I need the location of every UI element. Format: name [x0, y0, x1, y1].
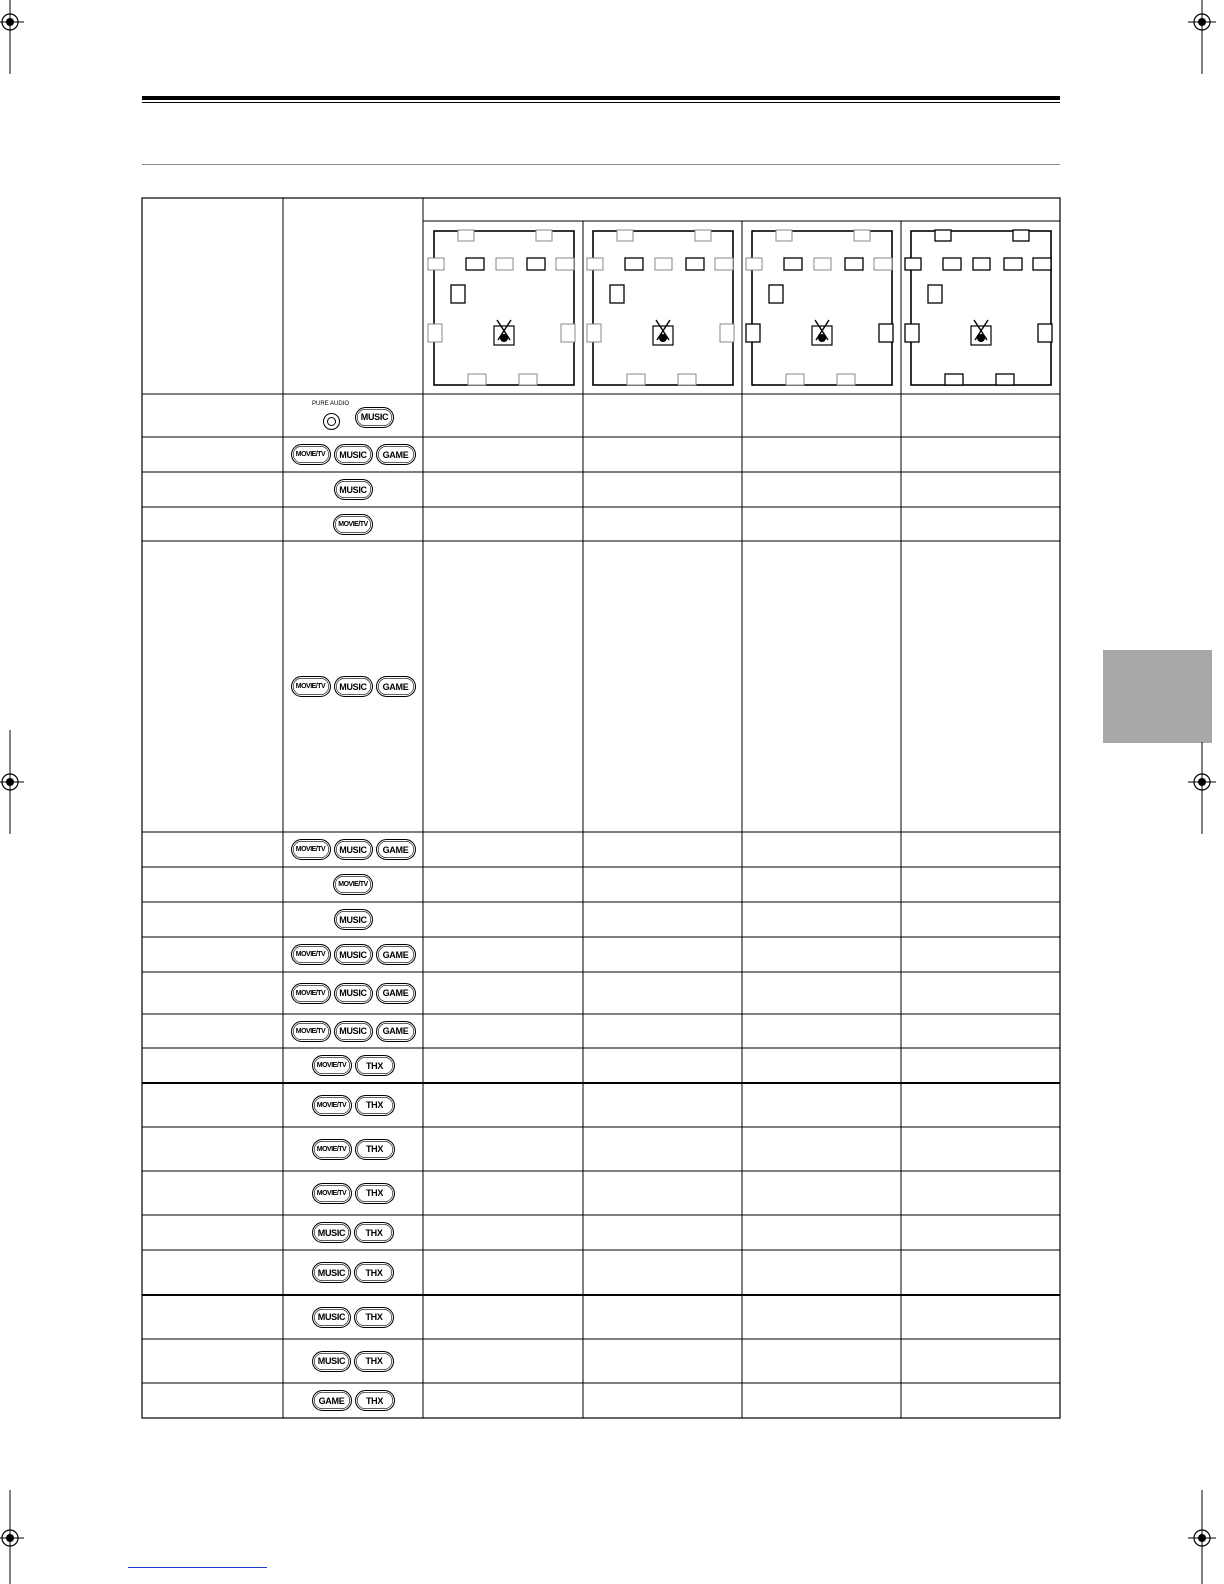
- speaker-icon: [610, 285, 624, 303]
- movie-tv-mode-button: MOVIE/TV: [333, 874, 373, 895]
- speaker-icon: [458, 230, 474, 241]
- speaker-icon: [655, 258, 672, 270]
- speaker-icon: [466, 258, 484, 270]
- game-mode-button: GAME: [376, 1021, 416, 1042]
- movie-tv-mode-button: MOVIE/TV: [312, 1095, 352, 1116]
- speaker-icon: [695, 230, 711, 241]
- game-mode-button: GAME: [376, 444, 416, 465]
- movie-tv-mode-button: MOVIE/TV: [291, 944, 331, 965]
- speaker-icon: [945, 374, 963, 385]
- music-mode-button: MUSIC: [334, 909, 373, 930]
- speaker-icon: [561, 324, 575, 342]
- speaker-icon: [973, 258, 990, 270]
- speaker-icon: [686, 258, 704, 270]
- pure-audio-label: PURE AUDIO: [312, 401, 350, 407]
- listener-icon: [653, 320, 673, 345]
- thx-mode-button: THX: [355, 1390, 395, 1411]
- music-mode-button: MUSIC: [334, 676, 373, 697]
- movie-tv-mode-button: MOVIE/TV: [312, 1139, 352, 1160]
- speaker-icon: [519, 374, 537, 385]
- speaker-icon: [1033, 258, 1051, 270]
- music-mode-button: MUSIC: [312, 1351, 351, 1372]
- speaker-icon: [625, 258, 643, 270]
- speaker-icon: [468, 374, 486, 385]
- movie-tv-mode-button: MOVIE/TV: [291, 1021, 331, 1042]
- speaker-icon: [617, 230, 633, 241]
- speaker-icon: [627, 374, 645, 385]
- movie-tv-mode-button: MOVIE/TV: [291, 839, 331, 860]
- speaker-icon: [769, 285, 783, 303]
- speaker-icon: [451, 285, 465, 303]
- speaker-icon: [996, 374, 1014, 385]
- speaker-icon: [837, 374, 855, 385]
- movie-tv-mode-button: MOVIE/TV: [291, 983, 331, 1004]
- speaker-icon: [814, 258, 831, 270]
- thx-mode-button: THX: [355, 1095, 395, 1116]
- music-mode-button: MUSIC: [312, 1307, 351, 1328]
- game-mode-button: GAME: [312, 1390, 352, 1411]
- registration-mark-icon: [1188, 1524, 1216, 1552]
- speaker-icon: [1004, 258, 1022, 270]
- header-rule-thick: [142, 96, 1060, 100]
- listener-icon: [494, 320, 514, 345]
- speaker-icon: [720, 324, 734, 342]
- speaker-icon: [905, 324, 919, 342]
- speaker-diagram: [752, 231, 892, 385]
- game-mode-button: GAME: [376, 839, 416, 860]
- movie-tv-mode-button: MOVIE/TV: [291, 444, 331, 465]
- chapter-tab: [1103, 650, 1212, 743]
- speaker-icon: [527, 258, 545, 270]
- speaker-icon: [874, 258, 892, 270]
- speaker-icon: [928, 285, 942, 303]
- movie-tv-mode-button: MOVIE/TV: [312, 1055, 352, 1076]
- speaker-icon: [496, 258, 513, 270]
- thx-mode-button: THX: [354, 1262, 394, 1283]
- speaker-icon: [715, 258, 733, 270]
- registration-mark-icon: [0, 1524, 24, 1552]
- listener-icon: [971, 320, 991, 345]
- table-border: [142, 198, 1060, 1418]
- music-mode-button: MUSIC: [334, 1021, 373, 1042]
- section-divider: [142, 164, 1060, 165]
- thx-mode-button: THX: [354, 1351, 394, 1372]
- header-rule-thin: [142, 102, 1060, 103]
- speaker-icon: [746, 258, 762, 270]
- thx-mode-button: THX: [355, 1139, 395, 1160]
- registration-mark-icon: [0, 768, 24, 796]
- music-mode-button: MUSIC: [334, 444, 373, 465]
- speaker-icon: [905, 258, 921, 270]
- speaker-icon: [746, 324, 760, 342]
- music-mode-button: MUSIC: [334, 983, 373, 1004]
- speaker-icon: [854, 230, 870, 241]
- music-mode-button: MUSIC: [355, 407, 394, 428]
- registration-mark-icon: [1188, 8, 1216, 36]
- game-mode-button: GAME: [376, 944, 416, 965]
- speaker-icon: [786, 374, 804, 385]
- speaker-icon: [1038, 324, 1052, 342]
- speaker-icon: [428, 324, 442, 342]
- speaker-icon: [935, 230, 951, 241]
- speaker-icon: [784, 258, 802, 270]
- speaker-icon: [556, 258, 574, 270]
- speaker-diagram: [434, 231, 574, 385]
- speaker-icon: [536, 230, 552, 241]
- movie-tv-mode-button: MOVIE/TV: [312, 1183, 352, 1204]
- speaker-icon: [1013, 230, 1029, 241]
- thx-mode-button: THX: [355, 1183, 395, 1204]
- speaker-icon: [428, 258, 444, 270]
- music-mode-button: MUSIC: [334, 839, 373, 860]
- music-mode-button: MUSIC: [312, 1222, 351, 1243]
- music-mode-button: MUSIC: [334, 944, 373, 965]
- thx-mode-button: THX: [354, 1307, 394, 1328]
- registration-mark-icon: [0, 8, 24, 36]
- speaker-diagram: [911, 231, 1051, 385]
- music-mode-button: MUSIC: [312, 1262, 351, 1283]
- speaker-diagram: [593, 231, 733, 385]
- thx-mode-button: THX: [354, 1222, 394, 1243]
- speaker-icon: [587, 258, 603, 270]
- movie-tv-mode-button: MOVIE/TV: [333, 514, 373, 535]
- thx-mode-button: THX: [355, 1055, 395, 1076]
- speaker-icon: [943, 258, 961, 270]
- game-mode-button: GAME: [376, 676, 416, 697]
- pure-audio-knob-icon: [323, 413, 340, 430]
- registration-mark-icon: [1188, 768, 1216, 796]
- speaker-icon: [845, 258, 863, 270]
- movie-tv-mode-button: MOVIE/TV: [291, 676, 331, 697]
- listener-icon: [812, 320, 832, 345]
- speaker-icon: [776, 230, 792, 241]
- footer-link-line: [128, 1567, 267, 1568]
- speaker-icon: [678, 374, 696, 385]
- music-mode-button: MUSIC: [334, 479, 373, 500]
- speaker-icon: [879, 324, 893, 342]
- game-mode-button: GAME: [376, 983, 416, 1004]
- speaker-icon: [587, 324, 601, 342]
